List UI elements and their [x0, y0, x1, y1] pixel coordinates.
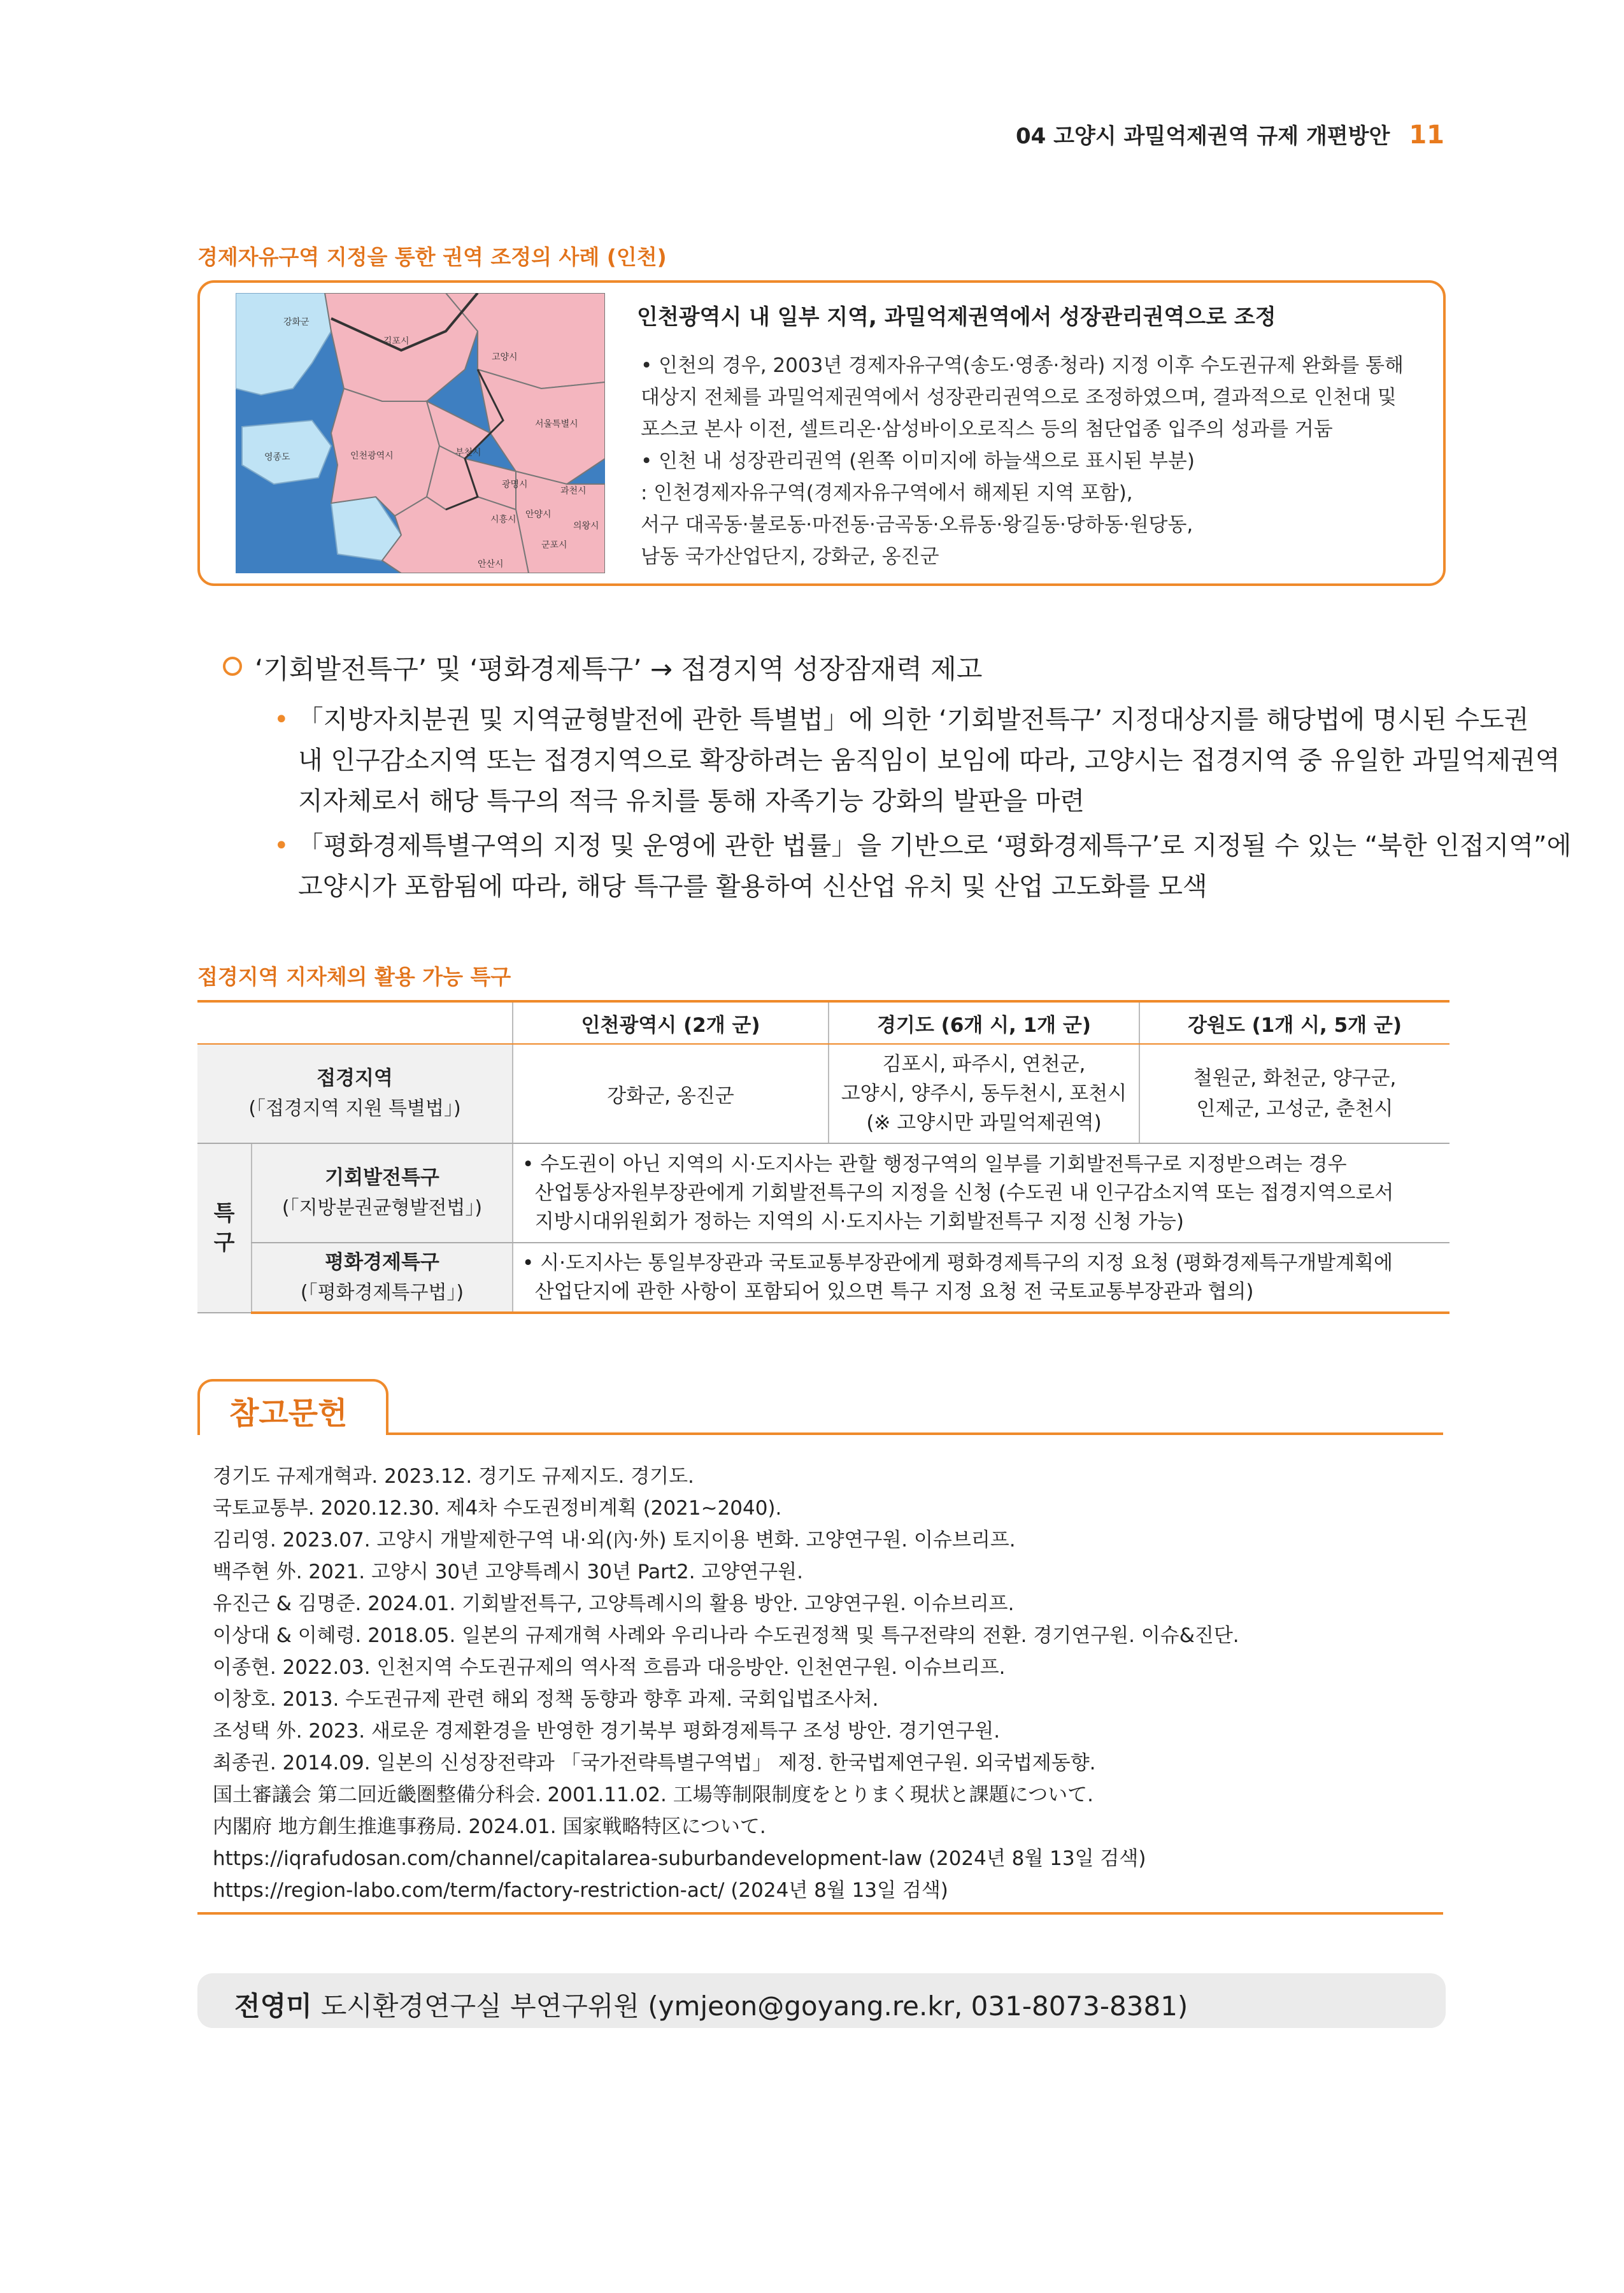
cell-line: 고양시, 양주시, 동두천시, 포천시 [841, 1082, 1127, 1105]
table-header-row [197, 1001, 1449, 1044]
cell-gyeonggi [829, 1044, 1139, 1143]
cell-line: 철원군, 화천군, 양구군, [1193, 1067, 1397, 1090]
author-name: 전영미 [234, 1990, 312, 2022]
special-zone-label: 특구 [213, 1201, 235, 1255]
case-text-line: 포스코 본사 이전, 셀트리온·삼성바이오로직스 등의 첨단업종 입주의 성과를 거둠 [641, 418, 1333, 441]
case-text-line: 대상지 전체를 과밀억제권역에서 성장관리권역으로 조정하였으며, 결과적으로 인천대 및 [641, 386, 1397, 409]
case-text-line: 서구 대곡동·불로동·마전동·금곡동·오류동·왕길동·당하동·원당동, [641, 513, 1193, 536]
desc-line: 산업단지에 관한 사항이 포함되어 있으면 특구 지정 요청 전 국토교통부장관과 협의) [522, 1280, 1254, 1303]
case-text-line: • 인천 내 성장관리권역 (왼쪽 이미지에 하늘색으로 표시된 부분) [641, 450, 1195, 473]
map-label: 부천시 [455, 448, 481, 458]
map-label: 김포시 [383, 336, 410, 346]
reference-item: 国土審議会 第二回近畿圏整備分科会. 2001.11.02. 工場等制限制度をとりまく現状と課題について. [213, 1783, 1093, 1806]
region-map-svg [236, 293, 605, 573]
special-zone-vertical-label [197, 1143, 252, 1313]
map-label: 군포시 [541, 540, 567, 550]
row-label-law: (「지방분권균형발전법」) [281, 1197, 483, 1219]
case-section-label: 경제자유구역 지정을 통한 권역 조정의 사례 (인천) [197, 245, 667, 269]
case-text-line: : 인천경제자유구역(경제자유구역에서 해제된 지역 포함), [641, 482, 1133, 504]
reference-item: 최종권. 2014.09. 일본의 신성장전략과 「국가전략특별구역법」 제정. 한국법제연구원. 외국법제동향. [213, 1752, 1096, 1775]
bullet-item [274, 825, 1571, 862]
main-heading-text: ‘기회발전특구’ 및 ‘평화경제특구’ → 접경지역 성장잠재력 제고 [255, 654, 983, 685]
desc-line: 산업통상자원부장관에게 기회발전특구의 지정을 신청 (수도권 내 인구감소지역 또는 접경지역으로서 [522, 1181, 1394, 1204]
case-heading: 인천광역시 내 일부 지역, 과밀억제권역에서 성장관리권역으로 조정 [637, 304, 1276, 330]
running-header [1016, 118, 1444, 150]
row-label-title: 평화경제특구 [325, 1250, 439, 1274]
main-heading [223, 648, 982, 687]
map-label: 인천광역시 [350, 451, 394, 461]
row-label-title: 기회발전특구 [325, 1166, 439, 1189]
special-zones-table [197, 1000, 1449, 1314]
cell-peace-desc [513, 1243, 1449, 1313]
map-label: 의왕시 [573, 521, 599, 531]
row-label-law: (「접경지역 지원 특별법」) [248, 1097, 461, 1120]
reference-item: 内閣府 地方創生推進事務局. 2024.01. 国家戦略特区について. [213, 1815, 766, 1838]
incheon-region-map [236, 293, 605, 573]
circle-bullet-icon [223, 657, 242, 676]
reference-item: 이창호. 2013. 수도권규제 관련 해외 정책 동향과 향후 과제. 국회입법조사처. [213, 1688, 879, 1711]
reference-item: 이종현. 2022.03. 인천지역 수도권규제의 역사적 흐름과 대응방안. 인천연구원. 이슈브리프. [213, 1656, 1006, 1679]
bullet-continuation: 내 인구감소지역 또는 접경지역으로 확장하려는 움직임이 보임에 따라, 고양시는 접경지역 중 유일한 과밀억제권역 [298, 746, 1560, 775]
reference-item: 조성택 外. 2023. 새로운 경제환경을 반영한 경기북부 평화경제특구 조성 방안. 경기연구원. [213, 1720, 1001, 1743]
cell-opportunity-desc [513, 1143, 1449, 1243]
cell-incheon: 강화군, 옹진군 [513, 1044, 829, 1143]
col-header-gyeonggi: 경기도 (6개 시, 1개 군) [829, 1001, 1139, 1044]
bullet-text: 「평화경제특별구역의 지정 및 운영에 관한 법률」을 기반으로 ‘평화경제특구’로 지정될 수 있는 “북한 인접지역”에 [297, 831, 1572, 861]
map-label: 시흥시 [490, 515, 516, 525]
row-label-opportunity [252, 1143, 513, 1243]
references-bottom-rule [197, 1912, 1443, 1915]
map-label: 과천시 [560, 486, 587, 496]
table-row-peace-zone [197, 1243, 1449, 1313]
map-region-ganghwa [236, 293, 331, 395]
row-label-peace [252, 1243, 513, 1313]
bullet-text: 「지방자치분권 및 지역균형발전에 관한 특별법」에 의한 ‘기회발전특구’ 지정대상지를 해당법에 명시된 수도권 [297, 705, 1529, 734]
bullet-continuation: 지자체로서 해당 특구의 적극 유치를 통해 자족기능 강화의 발판을 마련 [298, 787, 1085, 816]
reference-item[interactable]: https://region-labo.com/term/factory-restriction-act/ (2024년 8월 13일 검색) [213, 1879, 948, 1902]
bullet-item [274, 699, 1528, 736]
author-line [234, 1985, 1188, 2024]
row-label-border-area [197, 1044, 513, 1143]
col-header-gangwon: 강원도 (1개 시, 5개 군) [1139, 1001, 1449, 1044]
reference-item: 이상대 & 이혜령. 2018.05. 일본의 규제개혁 사례와 우리나라 수도권정책 및 특구전략의 전환. 경기연구원. 이슈&진단. [213, 1624, 1239, 1647]
table-corner-cell [197, 1001, 513, 1044]
references-rule [388, 1432, 1443, 1435]
row-label-law: (「평화경제특구법」) [300, 1281, 464, 1304]
map-label: 서울특별시 [535, 419, 578, 429]
bullet-dot-icon: • [274, 705, 289, 734]
desc-line: • 시·도지사는 통일부장관과 국토교통부장관에게 평화경제특구의 지정 요청 (평화경제특구개발계획에 [522, 1251, 1393, 1275]
reference-item: 경기도 규제개혁과. 2023.12. 경기도 규제지도. 경기도. [213, 1465, 694, 1488]
bullet-dot-icon: • [274, 831, 289, 861]
reference-item: 김리영. 2023.07. 고양시 개발제한구역 내·외(內·外) 토지이용 변화. 고양연구원. 이슈브리프. [213, 1529, 1016, 1552]
references-title: 참고문헌 [229, 1396, 348, 1431]
table-row-border-area [197, 1044, 1449, 1143]
table-section-label: 접경지역 지자체의 활용 가능 특구 [197, 964, 511, 989]
map-label: 광명시 [502, 480, 528, 490]
map-label: 영종도 [264, 452, 290, 462]
author-info: 도시환경연구실 부연구위원 (ymjeon@goyang.re.kr, 031-8073-8381) [320, 1990, 1188, 2022]
map-region-gimpo [325, 293, 478, 401]
desc-line: 지방시대위원회가 정하는 지역의 시·도지사는 기회발전특구 지정 신청 가능) [522, 1210, 1184, 1233]
map-label: 강화군 [283, 317, 310, 327]
cell-gangwon [1139, 1044, 1449, 1143]
row-label-title: 접경지역 [317, 1067, 393, 1090]
reference-item: 유진근 & 김명준. 2024.01. 기회발전특구, 고양특례시의 활용 방안. 고양연구원. 이슈브리프. [213, 1592, 1015, 1615]
cell-line: (※ 고양시만 과밀억제권역) [866, 1111, 1102, 1134]
page-number: 11 [1409, 120, 1444, 150]
case-text-line: 남동 국가산업단지, 강화군, 옹진군 [641, 545, 939, 568]
map-label: 안양시 [525, 510, 552, 520]
bullet-continuation: 고양시가 포함됨에 따라, 해당 특구를 활용하여 신산업 유치 및 산업 고도화를 모색 [298, 872, 1207, 901]
map-label: 고양시 [492, 352, 518, 362]
table-row-opportunity-zone [197, 1143, 1449, 1243]
reference-item: 국토교통부. 2020.12.30. 제4차 수도권정비계획 (2021~2040). [213, 1497, 782, 1520]
col-header-incheon: 인천광역시 (2개 군) [513, 1001, 829, 1044]
cell-line: 김포시, 파주시, 연천군, [882, 1053, 1086, 1076]
map-label: 안산시 [478, 559, 504, 569]
desc-line: • 수도권이 아닌 지역의 시·도지사는 관할 행정구역의 일부를 기회발전특구로 지정받으려는 경우 [522, 1152, 1347, 1176]
running-header-title: 04 고양시 과밀억제권역 규제 개편방안 [1016, 124, 1390, 149]
cell-line: 인제군, 고성군, 춘천시 [1196, 1097, 1393, 1120]
reference-item: 백주현 外. 2021. 고양시 30년 고양특례시 30년 Part2. 고양연구원. [213, 1561, 803, 1583]
case-text-line: • 인천의 경우, 2003년 경제자유구역(송도·영종·청라) 지정 이후 수도권규제 완화를 통해 [641, 354, 1404, 377]
reference-item[interactable]: https://iqrafudosan.com/channel/capitalarea-suburbandevelopment-law (2024년 8월 13일 검색) [213, 1847, 1146, 1870]
